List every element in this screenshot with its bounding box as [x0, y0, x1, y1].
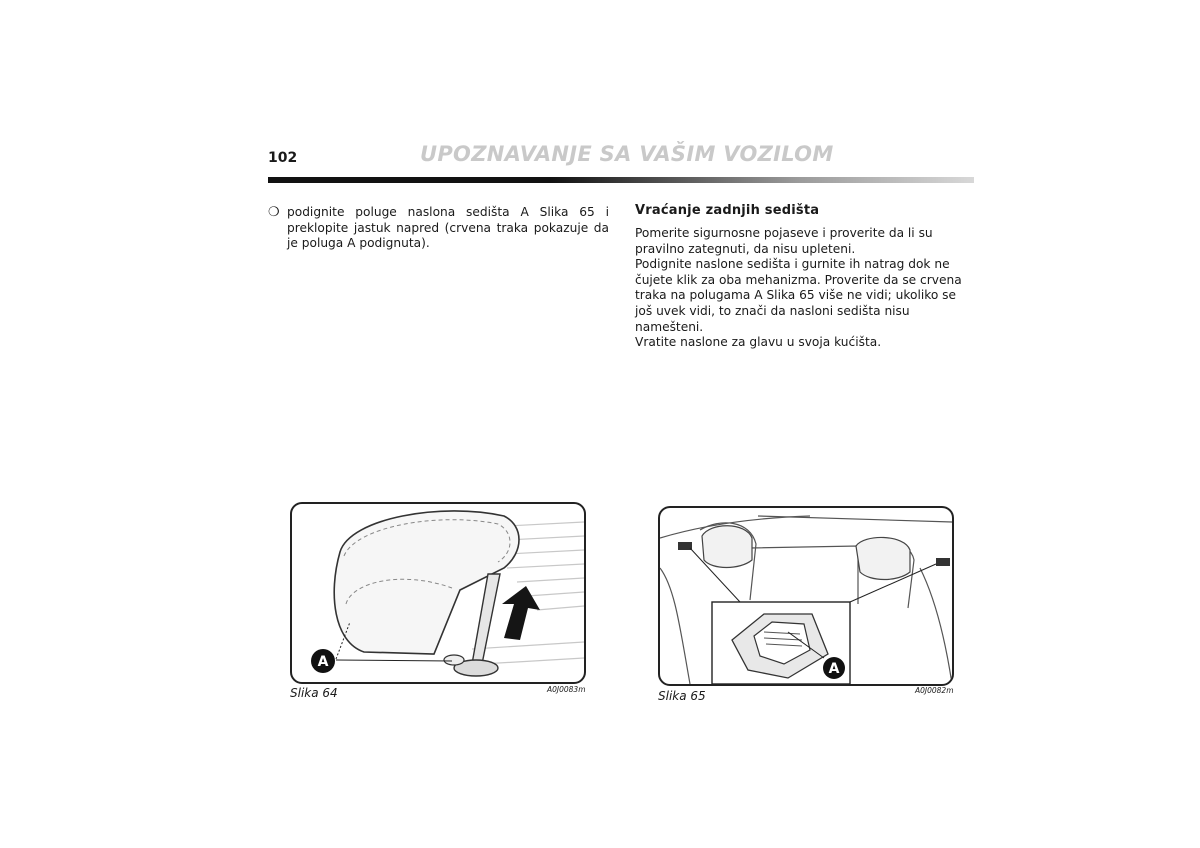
- figure-caption: Slika 64: [290, 686, 338, 700]
- section-title: UPOZNAVANJE SA VAŠIM VOZILOM: [420, 142, 834, 166]
- figure-rear-seat: [658, 506, 954, 686]
- figure-code: A0J0082m: [915, 686, 954, 695]
- instructions-text: [635, 226, 975, 351]
- header-rule: [268, 177, 974, 183]
- headrest-illustration: [292, 504, 584, 682]
- figure-code: A0J0083m: [547, 685, 586, 694]
- paragraph-2: Podignite naslone sedišta i gurnite ih natrag dok ne čujete klik za oba mehanizma. Proverite da se crvena traka na polugama A Slika 65 više ne vidi; ukoliko se još uvek vidi, to znači da nasloni sedišta nisu namešteni.: [635, 257, 962, 334]
- callout-a: A: [317, 654, 329, 670]
- figure-headrest: [290, 502, 586, 684]
- figure-caption: Slika 65: [658, 689, 706, 703]
- page-number: 102: [268, 150, 298, 166]
- callout-a: A: [828, 661, 840, 677]
- bullet-text: podignite poluge naslona sedišta A Slika 65 i preklopite jastuk napred (crvena traka pokazuje da je poluga A podignuta).: [287, 205, 609, 251]
- section-heading: Vraćanje zadnjih sedišta: [635, 203, 820, 218]
- rear-seat-illustration: [660, 508, 952, 684]
- bullet-icon: ❍: [268, 205, 280, 220]
- paragraph-1: Pomerite sigurnosne pojaseve i proverite da li su pravilno zategnuti, da nisu upleteni.: [635, 226, 933, 256]
- paragraph-3: Vratite naslone za glavu u svoja kućišta.: [635, 335, 882, 350]
